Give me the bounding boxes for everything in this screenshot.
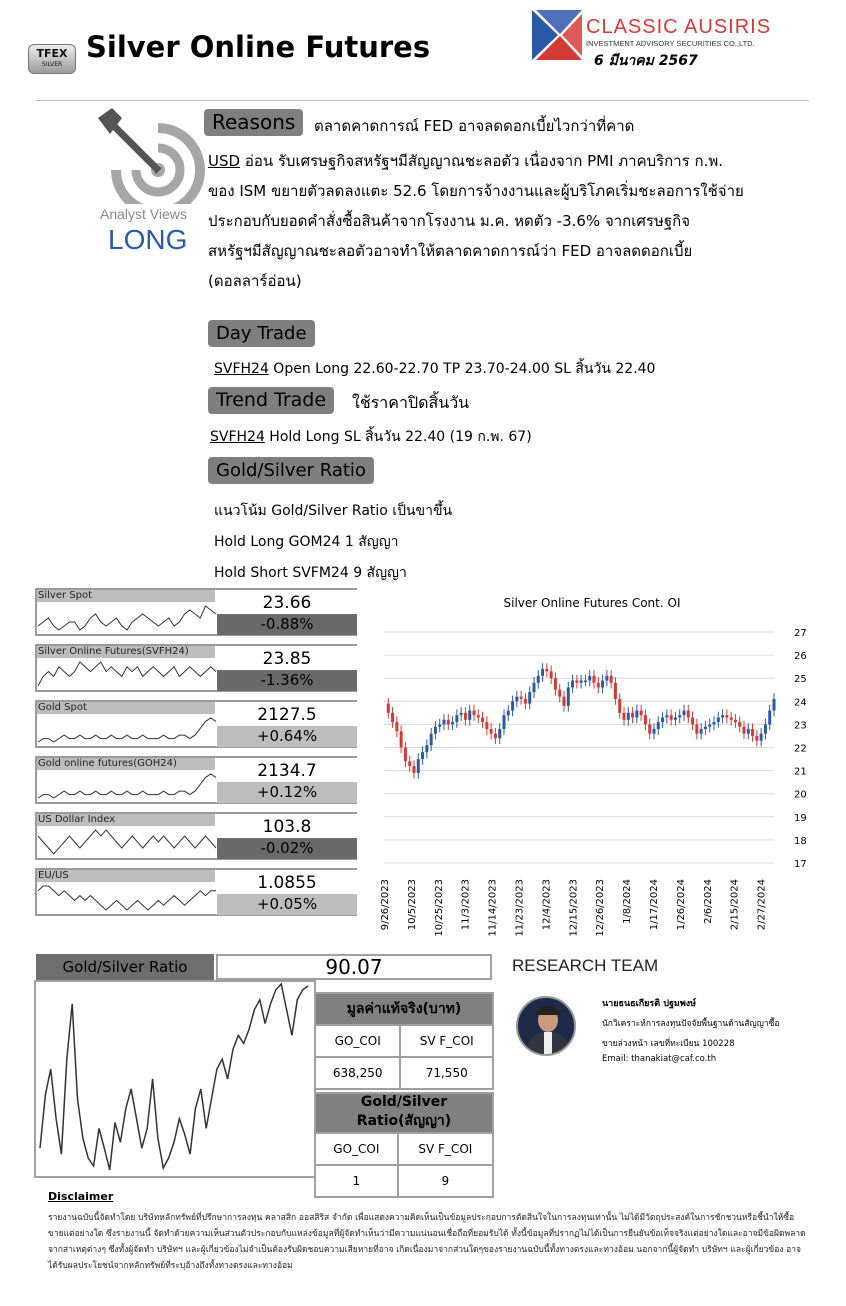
sparkline-path (38, 662, 216, 686)
market-value: 23.66 (217, 590, 357, 614)
candle-body (455, 715, 458, 722)
candle-body (387, 704, 390, 713)
candle-body (464, 713, 467, 720)
candle-body (648, 724, 651, 733)
candle-body (571, 681, 574, 688)
candle-body (593, 676, 596, 683)
table-cell: 638,250 (315, 1057, 400, 1089)
candle-body (704, 727, 707, 729)
x-tick-label: 1/26/2024 (675, 879, 687, 931)
candle-body (391, 713, 394, 722)
sparkline-path (38, 886, 216, 910)
candle-body (670, 715, 673, 720)
day-trade-label: Day Trade (208, 320, 315, 347)
analyst-views-label: Analyst Views (100, 206, 187, 222)
sparkline-path (38, 718, 216, 742)
candle-body (430, 734, 433, 746)
target-arrow-icon (98, 108, 208, 204)
x-tick-label: 10/25/2023 (433, 879, 445, 937)
candle-body (635, 711, 638, 718)
market-change: -0.02% (217, 838, 357, 859)
candle-body (764, 724, 767, 733)
candle-body (580, 681, 583, 683)
candle-body (747, 729, 750, 734)
gsr-label: Gold/Silver Ratio (36, 954, 214, 980)
candle-body (563, 697, 566, 706)
table-cell: GO_COI (315, 1025, 400, 1057)
ratio-section-body (214, 496, 452, 589)
candle-body (653, 729, 656, 734)
x-tick-label: 12/4/2023 (541, 879, 553, 931)
candle-body (708, 724, 711, 726)
sparkline-path (38, 774, 216, 798)
brand-subtitle: INVESTMENT ADVISORY SECURITIES CO.,LTD. (586, 39, 755, 48)
candle-body (558, 690, 561, 697)
y-tick-label: 24 (794, 697, 807, 709)
candle-body (743, 727, 746, 734)
candle-body (395, 722, 398, 731)
trend-trade-note: ใช้ราคาปิดสิ้นวัน (352, 393, 470, 412)
sparkline-path (38, 830, 216, 854)
candle-body (550, 671, 553, 678)
analyst-name: นายธนธเกียรติ ปฐมพงษ์ (602, 999, 697, 1009)
candle-body (631, 713, 634, 718)
candle-body (425, 745, 428, 752)
reason-line: (ดอลลาร์อ่อน) (208, 272, 302, 290)
oi-chart-title: Silver Online Futures Cont. OI (503, 596, 681, 610)
disclaimer-title: Disclaimer (48, 1190, 114, 1203)
fair-value-title: มูลค่าแท้จริง(บาท) (315, 993, 493, 1025)
y-tick-label: 26 (794, 651, 807, 663)
market-sparkline (37, 714, 217, 746)
contract-ratio-title: Gold/Silver Ratio(สัญญา) (315, 1093, 493, 1133)
market-value: 1.0855 (217, 870, 357, 894)
trend-trade-label: Trend Trade (208, 387, 334, 414)
candle-body (545, 669, 548, 671)
candle-body (473, 711, 476, 716)
reasons-headline: ตลาดคาดการณ์ FED อาจลดดอกเบี้ยไวกว่าที่คาด (314, 117, 635, 135)
candle-body (404, 748, 407, 762)
candle-body (400, 731, 403, 747)
x-tick-label: 11/3/2023 (460, 879, 472, 931)
candle-body (494, 734, 497, 739)
candle-body (661, 717, 664, 722)
gsr-line (40, 984, 308, 1170)
table-cell: GO_COI (315, 1133, 398, 1165)
market-change: +0.05% (217, 894, 357, 915)
analyst-role-2: ขายล่วงหน้า เลขที่ทะเบียน 100228 (602, 1039, 735, 1049)
header-divider (36, 100, 809, 101)
candle-body (755, 736, 758, 741)
candle-body (665, 715, 668, 717)
page-title: Silver Online Futures (86, 30, 431, 64)
market-panel (35, 700, 357, 748)
gsr-sparkline (34, 980, 316, 1178)
candle-body (413, 766, 416, 773)
ratio-line: Hold Short SVFM24 9 สัญญา (214, 565, 407, 581)
candle-body (421, 752, 424, 759)
disclaimer-text: รายงานฉบับนี้จัดทำโดย บริษัทหลักทรัพย์ที่ปรึกษาการลงทุน คลาสสิก ออสสิริส จำกัด เพื่อแสดงความคิดเห็นเป็นข้อมูลประกอบการตัดสินใจในการลงทุนเท่านั้น ไม่ได้มีวัตถุประสงค์ในการชักชวนหรือชี้นำให้ซื้อขายแต่อย่างใด ซึ่งรายงานนี้ จัดทำด้วยความเห็นส่วนตัวประกอบกับแหล่งข้อมูลที่ผู้จัดทำเห็นว่ามีความแน่นอนเชื่อถือที่ยอมรับได้ ทั้งนี้ข้อมูลที่ปรากฏไม่ได้เป็นการยืนยันข้อเท็จจริงแต่อย่างใดและอาจมีข้อผิดพลาดจากสาเหตุต่างๆ ซึ่งทั้งผู้จัดทำ บริษัทฯ และผู้เกี่ยวข้องไม่จำเป็นต้องรับผิดชอบความเสียหายที่อาจ เกิดเนื่องมาจากส่วนใดๆของรายงานฉบับนี้ทั้งทางตรงและทางอ้อม นอกจากนี้ผู้จัดทำ บริษัทฯ และผู้เกี่ยวข้อง อาจได้รับผลประโยชน์จากหลักทรัพย์ที่ระบุอ้างถึงทั้งทางตรงและทางอ้อม (48, 1213, 806, 1271)
candle-body (734, 720, 737, 722)
candle-body (627, 713, 630, 720)
candle-body (773, 699, 776, 711)
candle-body (597, 683, 600, 688)
candle-body (700, 729, 703, 734)
candle-body (687, 711, 690, 718)
market-label: Gold Spot (37, 702, 215, 714)
candle-body (730, 717, 733, 719)
candle-body (511, 701, 514, 710)
candle-body (644, 715, 647, 724)
candle-body (541, 669, 544, 676)
market-change: +0.64% (217, 726, 357, 747)
candle-body (460, 713, 463, 715)
candle-body (605, 676, 608, 681)
usd-link: USD (208, 152, 241, 170)
market-sparkline (37, 658, 217, 690)
candle-body (443, 720, 446, 725)
candle-body (447, 720, 450, 725)
candle-body (468, 711, 471, 720)
market-panel (35, 588, 357, 636)
candle-body (575, 681, 578, 683)
candle-body (695, 724, 698, 733)
candle-body (528, 692, 531, 704)
candle-body (623, 713, 626, 720)
table-cell: SV F_COI (398, 1133, 493, 1165)
table-cell: SV F_COI (400, 1025, 493, 1057)
candle-body (515, 697, 518, 702)
table-cell: 71,550 (400, 1057, 493, 1089)
y-tick-label: 21 (794, 766, 807, 778)
market-panel (35, 756, 357, 804)
y-tick-label: 17 (794, 859, 807, 870)
market-label: US Dollar Index (37, 814, 215, 826)
brand-name: CLASSIC AUSIRIS (586, 16, 772, 38)
reason-line: USD อ่อน รับเศรษฐกิจสหรัฐฯมีสัญญาณชะลอตัว เนื่องจาก PMI ภาคบริการ ก.พ. (208, 152, 724, 170)
market-sparkline (37, 602, 217, 634)
table-cell: 1 (315, 1165, 398, 1197)
contract-ratio-table (314, 1092, 494, 1198)
candle-body (537, 676, 540, 683)
candle-body (477, 715, 480, 717)
market-change: +0.12% (217, 782, 357, 803)
day-trade-symbol: SVFH24 (214, 361, 269, 377)
market-change: -1.36% (217, 670, 357, 691)
candle-body (481, 717, 484, 722)
candle-body (657, 722, 660, 729)
y-tick-label: 25 (794, 674, 807, 686)
candle-body (618, 699, 621, 713)
ratio-line: แนวโน้ม Gold/Silver Ratio เป็นขาขึ้น (214, 503, 453, 519)
market-panel (35, 644, 357, 692)
candle-body (498, 729, 501, 738)
candle-body (567, 687, 570, 705)
analyst-role: นักวิเคราะห์การลงทุนปัจจัยพื้นฐานด้านสัญญาซื้อ (602, 1019, 780, 1029)
tfex-logo (28, 44, 76, 74)
x-tick-label: 2/15/2024 (729, 879, 741, 931)
candle-body (721, 715, 724, 717)
market-label: Gold online futures(GOH24) (37, 758, 215, 770)
x-tick-label: 2/6/2024 (702, 879, 714, 924)
reason-line: สหรัฐฯมีสัญญาณชะลอตัวอาจทำให้ตลาดคาดการณ์ว่า FED อาจลดดอกเบี้ย (208, 242, 693, 260)
candle-body (434, 727, 437, 734)
day-trade-text: SVFH24 Open Long 22.60-22.70 TP 23.70-24.00 SL สิ้นวัน 22.40 (214, 361, 656, 377)
market-value: 2127.5 (217, 702, 357, 726)
y-tick-label: 18 (794, 835, 807, 847)
reason-line: ของ ISM ขยายตัวลดลงแตะ 52.6 โดยการจ้างงานและผู้บริโภคเริ่มชะลอการใช้จ่าย (208, 182, 744, 200)
candle-body (584, 681, 587, 683)
candle-body (760, 734, 763, 741)
y-tick-label: 23 (794, 720, 807, 732)
ratio-line: Hold Long GOM24 1 สัญญา (214, 534, 399, 550)
candle-body (610, 676, 613, 683)
avatar (516, 996, 576, 1056)
candle-body (725, 715, 728, 717)
candle-body (614, 683, 617, 699)
x-tick-label: 11/23/2023 (514, 879, 526, 937)
candle-body (524, 699, 527, 704)
market-value: 103.8 (217, 814, 357, 838)
gsr-value: 90.07 (216, 954, 492, 980)
candle-body (438, 724, 441, 726)
research-team-title: RESEARCH TEAM (512, 956, 659, 975)
market-panel (35, 812, 357, 860)
x-tick-label: 12/15/2023 (568, 879, 580, 937)
candle-body (520, 697, 523, 699)
y-tick-label: 20 (794, 789, 807, 801)
analyst-email: Email: thanakiat@caf.co.th (602, 1054, 717, 1064)
y-tick-label: 27 (794, 628, 807, 639)
reason-line: ประกอบกับยอดคำสั่งซื้อสินค้าจากโรงงาน ม.ค. หดตัว -3.6% จากเศรษฐกิจ (208, 212, 690, 230)
reasons-label: Reasons (204, 109, 303, 136)
market-label: Silver Online Futures(SVFH24) (37, 646, 215, 658)
table-cell: 9 (398, 1165, 493, 1197)
candle-body (507, 711, 510, 716)
market-label: EU/US (37, 870, 215, 882)
candle-body (691, 717, 694, 724)
candle-body (533, 683, 536, 692)
x-tick-label: 1/17/2024 (648, 879, 660, 931)
candle-body (417, 759, 420, 773)
y-tick-label: 19 (794, 812, 807, 824)
candle-body (451, 722, 454, 724)
x-tick-label: 2/27/2024 (756, 879, 768, 931)
candle-body (678, 715, 681, 717)
fair-value-table (314, 992, 494, 1090)
oi-chart (362, 586, 822, 946)
candle-body (554, 678, 557, 690)
candle-body (768, 711, 771, 725)
x-tick-label: 12/26/2023 (595, 879, 607, 937)
candle-body (601, 681, 604, 688)
x-tick-label: 9/26/2023 (380, 879, 391, 931)
candle-body (674, 717, 677, 719)
candle-body (713, 722, 716, 724)
candle-body (751, 729, 754, 736)
sparkline-path (38, 606, 216, 630)
ratio-section-label: Gold/Silver Ratio (208, 457, 374, 484)
candle-body (640, 711, 643, 716)
trend-trade-symbol: SVFH24 (210, 429, 265, 445)
analyst-signal: LONG (108, 224, 188, 255)
market-sparkline (37, 770, 217, 802)
x-tick-label: 10/5/2023 (406, 879, 418, 931)
market-sparkline (37, 882, 217, 914)
x-tick-label: 11/14/2023 (487, 879, 499, 937)
candle-body (490, 729, 493, 734)
market-value: 2134.7 (217, 758, 357, 782)
candle-body (683, 711, 686, 716)
brand-logo-icon (532, 10, 582, 60)
candle-body (408, 761, 411, 766)
y-tick-label: 22 (794, 743, 807, 755)
candle-body (485, 722, 488, 729)
tfex-logo-sub: SILVER (41, 61, 63, 68)
candle-body (717, 717, 720, 722)
candle-body (503, 715, 506, 729)
market-change: -0.88% (217, 614, 357, 635)
candle-body (588, 676, 591, 681)
market-panel (35, 868, 357, 916)
trend-trade-text: SVFH24 Hold Long SL สิ้นวัน 22.40 (19 ก.พ. 67) (210, 429, 532, 445)
x-tick-label: 1/8/2024 (622, 879, 634, 924)
candle-body (738, 722, 741, 727)
report-date: 6 มีนาคม 2567 (594, 53, 698, 69)
market-value: 23.85 (217, 646, 357, 670)
tfex-logo-text: TFEX (36, 47, 68, 60)
market-sparkline (37, 826, 217, 858)
market-label: Silver Spot (37, 590, 215, 602)
reasons-body (208, 146, 818, 296)
